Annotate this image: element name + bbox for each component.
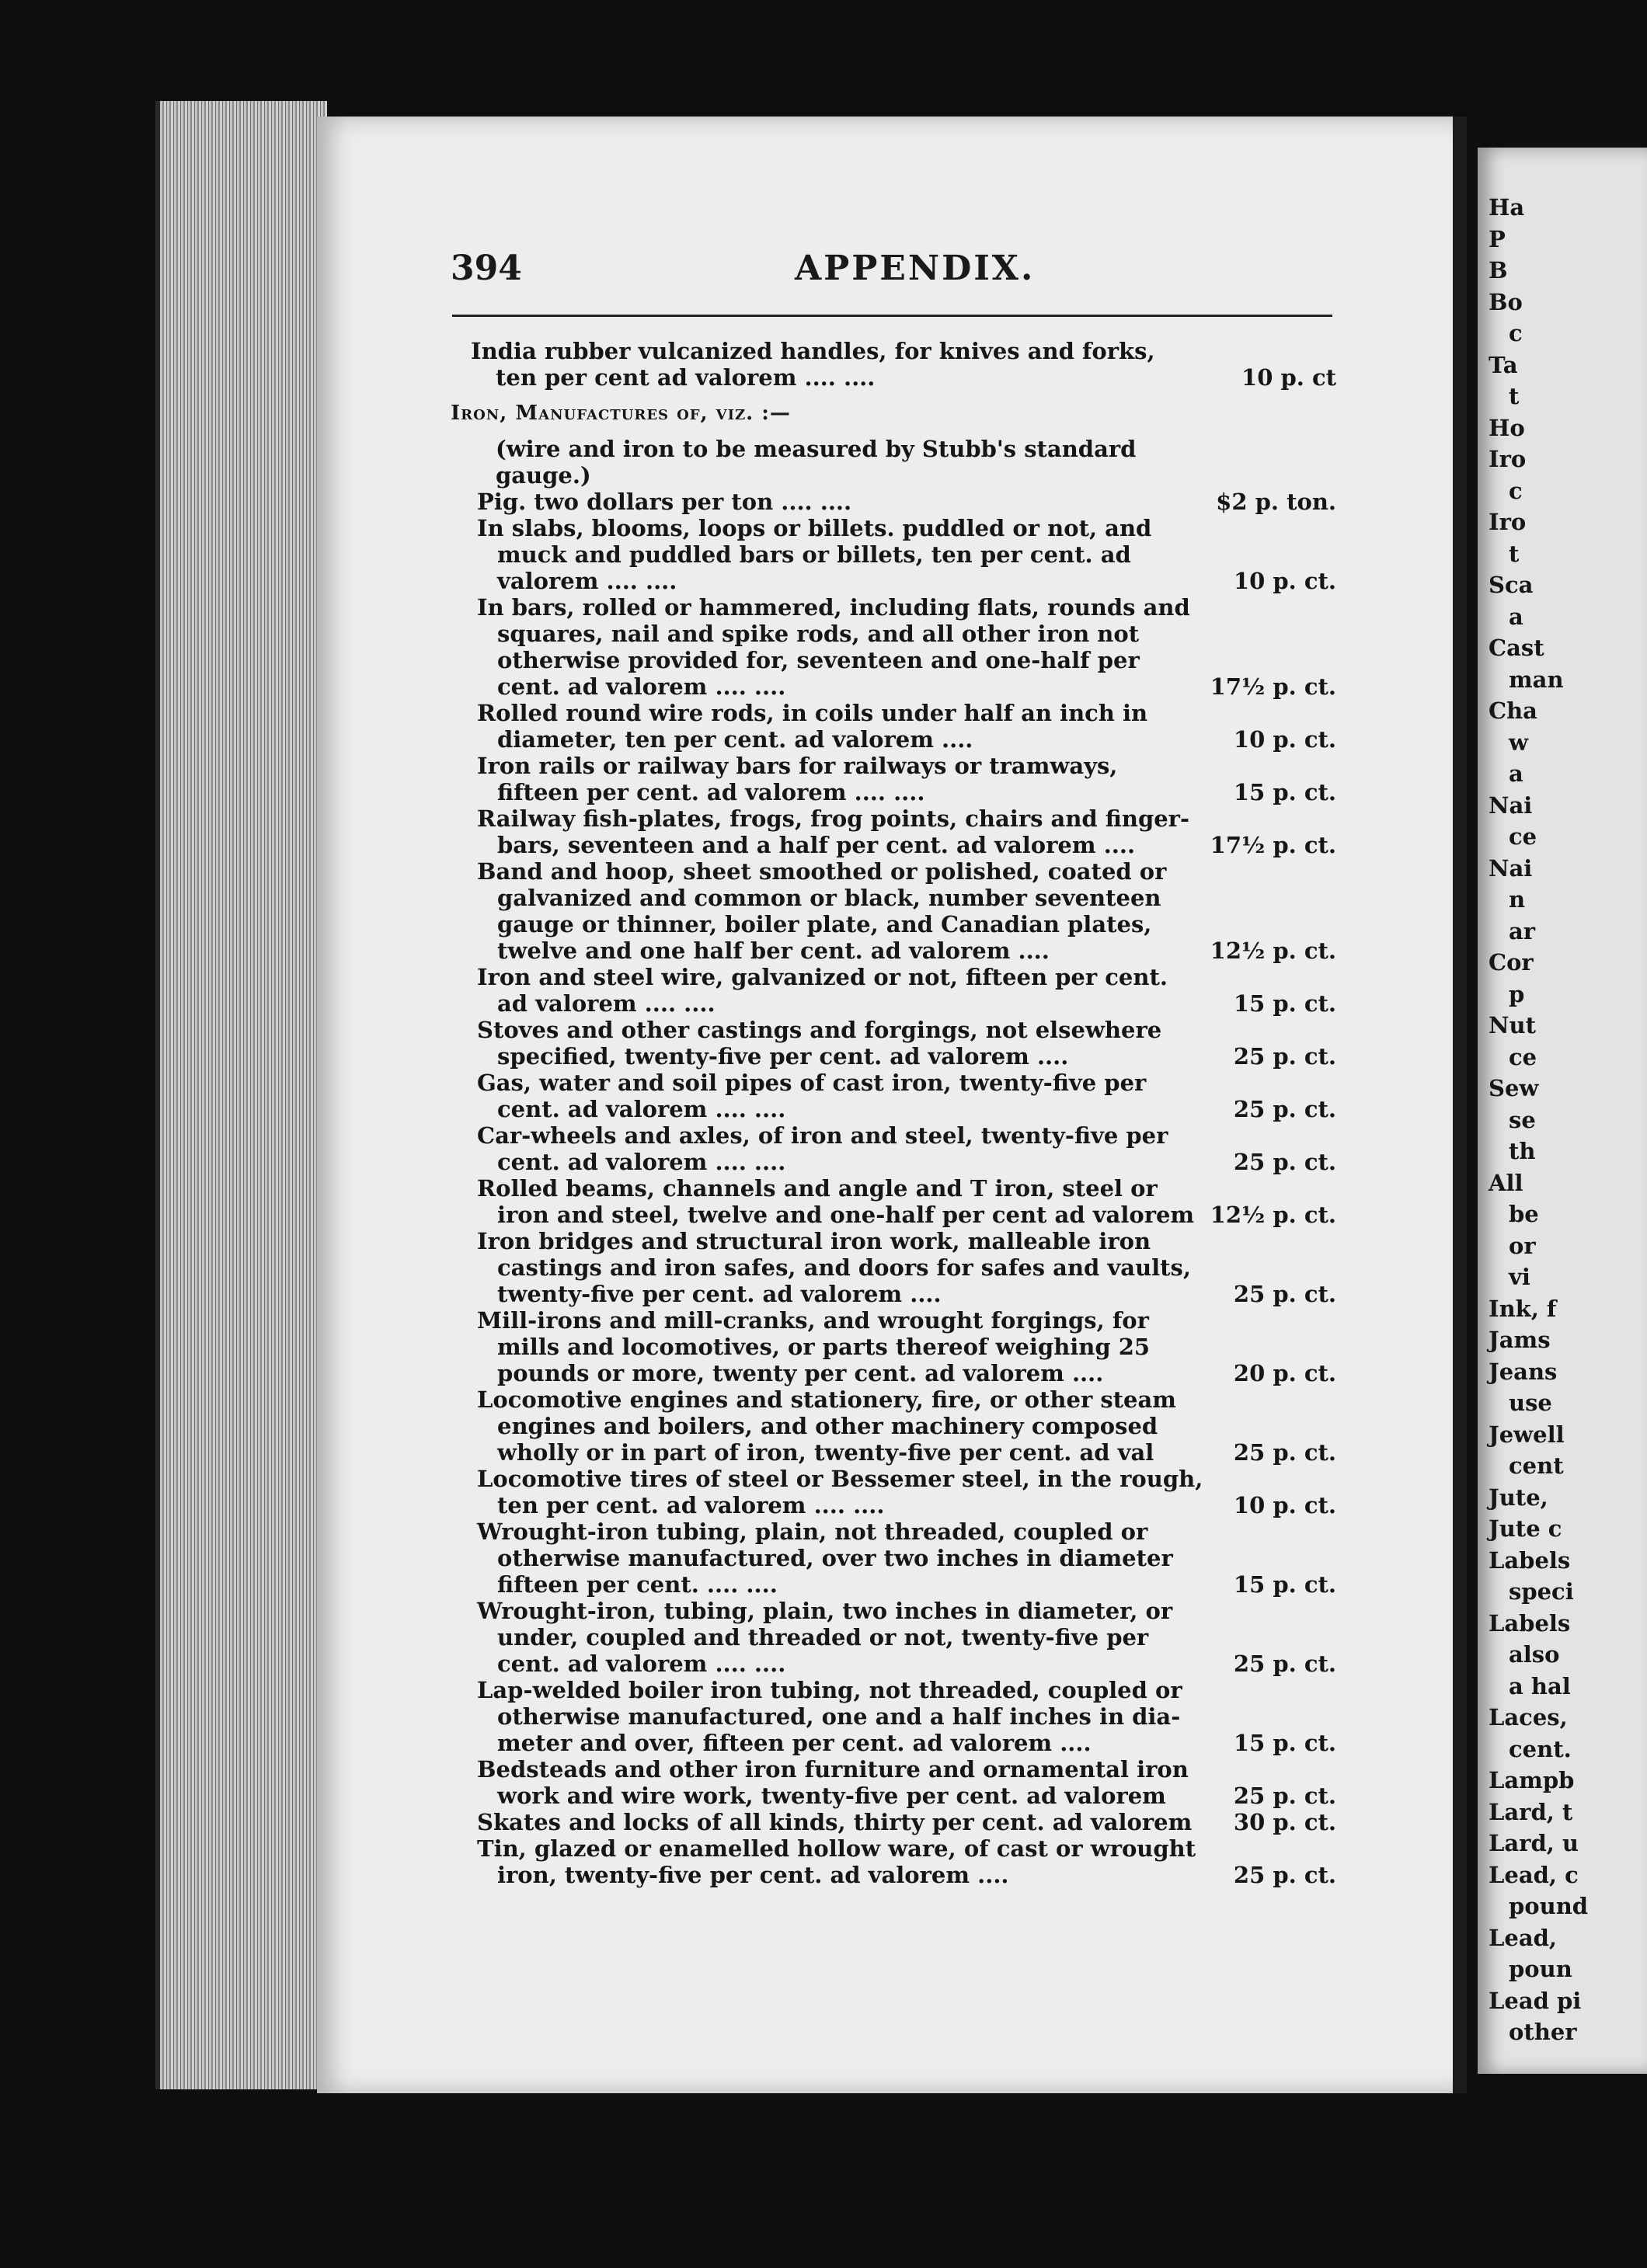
entry-line: Bedsteads and other iron furniture and ornamental iron bbox=[477, 1756, 1189, 1783]
entry-line: work and wire work, twenty-five per cent. ad valorem bbox=[497, 1783, 1166, 1809]
tariff-entry bbox=[451, 805, 1336, 858]
tariff-entry bbox=[451, 1835, 1336, 1888]
facing-page-line: Ho bbox=[1489, 414, 1525, 441]
facing-page-line: or bbox=[1509, 1232, 1536, 1259]
facing-page-fragment bbox=[1478, 148, 1647, 2074]
facing-page-line: Sew bbox=[1489, 1075, 1539, 1101]
entry-line: Rolled round wire rods, in coils under half an inch in bbox=[477, 700, 1148, 726]
facing-page-line: man bbox=[1509, 666, 1564, 693]
facing-page-line: P bbox=[1489, 225, 1506, 252]
iron-entries bbox=[451, 489, 1336, 1888]
facing-page-line: Jeans bbox=[1489, 1358, 1558, 1385]
entry-line: diameter, ten per cent. ad valorem .... bbox=[497, 726, 973, 753]
facing-page-line: Nai bbox=[1489, 854, 1533, 882]
duty-rate: 17½ p. ct. bbox=[1210, 673, 1336, 700]
entry-line: wholly or in part of iron, twenty-five per cent. ad val bbox=[497, 1439, 1154, 1466]
tariff-list bbox=[451, 338, 1336, 1888]
facing-page-line: also bbox=[1509, 1641, 1560, 1668]
tariff-entry bbox=[451, 753, 1336, 805]
tariff-entry bbox=[451, 700, 1336, 753]
entry-line: In bars, rolled or hammered, including flats, rounds and bbox=[477, 594, 1190, 621]
duty-rate: $2 p. ton. bbox=[1216, 489, 1336, 515]
facing-page-line: Jute, bbox=[1489, 1484, 1548, 1511]
duty-rate: 25 p. ct. bbox=[1233, 1149, 1336, 1175]
facing-page-line: Iro bbox=[1489, 446, 1527, 472]
facing-page-line: be bbox=[1509, 1201, 1539, 1227]
tariff-entry bbox=[451, 338, 1336, 391]
tariff-entry bbox=[451, 594, 1336, 700]
facing-page-line: Nut bbox=[1489, 1012, 1536, 1038]
book-page-stack bbox=[155, 101, 327, 2089]
facing-page-line: speci bbox=[1509, 1578, 1574, 1605]
entry-line: Wrought-iron tubing, plain, not threaded, coupled or bbox=[477, 1518, 1148, 1545]
duty-rate: 25 p. ct. bbox=[1233, 1043, 1336, 1070]
entry-line: Iron bridges and structural iron work, malleable iron bbox=[477, 1228, 1151, 1254]
tariff-entry bbox=[451, 858, 1336, 964]
entry-line: Mill-irons and mill-cranks, and wrought forgings, for bbox=[477, 1307, 1149, 1334]
facing-page-line: Nai bbox=[1489, 791, 1533, 819]
entry-line: otherwise provided for, seventeen and one-half per bbox=[497, 647, 1140, 673]
facing-page-line: a bbox=[1509, 760, 1523, 787]
tariff-entry bbox=[451, 1518, 1336, 1598]
entry-line: cent. ad valorem .... .... bbox=[497, 1096, 786, 1122]
facing-page-line: Sca bbox=[1489, 572, 1534, 598]
facing-page-line: vi bbox=[1509, 1264, 1530, 1290]
facing-page-line: Cast bbox=[1489, 635, 1544, 661]
tariff-entry bbox=[451, 1122, 1336, 1175]
facing-page-line: se bbox=[1509, 1106, 1536, 1133]
page-number: 394 bbox=[451, 249, 522, 288]
duty-rate: 10 p. ct. bbox=[1233, 726, 1336, 753]
duty-rate: 25 p. ct. bbox=[1233, 1651, 1336, 1677]
facing-page-line: other bbox=[1509, 2019, 1577, 2045]
entry-line: mills and locomotives, or parts thereof weighing 25 bbox=[497, 1334, 1151, 1360]
facing-page-line: t bbox=[1509, 383, 1520, 409]
duty-rate: 20 p. ct. bbox=[1233, 1360, 1336, 1386]
facing-page-line: cent. bbox=[1509, 1735, 1572, 1762]
entry-line: iron and steel, twelve and one-half per cent ad valorem bbox=[497, 1202, 1195, 1228]
duty-rate: 12½ p. ct. bbox=[1210, 1202, 1336, 1228]
page-header bbox=[451, 249, 1336, 303]
entry-line: galvanized and common or black, number seventeen bbox=[497, 885, 1161, 911]
entry-line: ad valorem .... .... bbox=[497, 990, 716, 1017]
entry-line: squares, nail and spike rods, and all other iron not bbox=[497, 621, 1140, 647]
tariff-entry bbox=[451, 515, 1336, 594]
entry-line: Gas, water and soil pipes of cast iron, twenty-five per bbox=[477, 1070, 1147, 1096]
entry-line: Tin, glazed or enamelled hollow ware, of cast or wrought bbox=[477, 1835, 1196, 1862]
facing-page-line: Ink, f bbox=[1489, 1295, 1557, 1322]
facing-page-line: ce bbox=[1509, 823, 1537, 850]
duty-rate: 25 p. ct. bbox=[1233, 1096, 1336, 1122]
entry-line: ten per cent. ad valorem .... .... bbox=[497, 1492, 885, 1518]
entry-line: fifteen per cent. .... .... bbox=[497, 1571, 778, 1598]
entry-line: meter and over, fifteen per cent. ad valorem .... bbox=[497, 1730, 1092, 1756]
entry-line: otherwise manufactured, one and a half inches in dia- bbox=[497, 1703, 1181, 1730]
tariff-entry bbox=[451, 1598, 1336, 1677]
entry-line: Wrought-iron, tubing, plain, two inches in diameter, or bbox=[477, 1598, 1173, 1624]
note-line: gauge.) bbox=[496, 462, 591, 489]
facing-page-line: c bbox=[1509, 320, 1523, 346]
entry-line: under, coupled and threaded or not, twenty-five per bbox=[497, 1624, 1149, 1651]
facing-page-line: Labels bbox=[1489, 1609, 1571, 1637]
facing-page-line: use bbox=[1509, 1390, 1552, 1416]
entry-line: twelve and one half ber cent. ad valorem .... bbox=[497, 937, 1050, 964]
duty-rate: 15 p. ct. bbox=[1233, 1571, 1336, 1598]
entry-line: Band and hoop, sheet smoothed or polished, coated or bbox=[477, 858, 1167, 885]
entry-line: specified, twenty-five per cent. ad valorem .... bbox=[497, 1043, 1069, 1070]
entry-line: Iron rails or railway bars for railways or tramways, bbox=[477, 753, 1118, 779]
facing-page-line: Lead, c bbox=[1489, 1861, 1579, 1888]
tariff-entry bbox=[451, 1307, 1336, 1386]
entry-line: Locomotive engines and stationery, fire, or other steam bbox=[477, 1386, 1176, 1413]
duty-rate: 25 p. ct. bbox=[1233, 1783, 1336, 1809]
facing-page-line: Ha bbox=[1489, 194, 1525, 221]
section-heading: Iron, Manufactures of, viz. :— bbox=[451, 402, 791, 425]
facing-page-line: a hal bbox=[1509, 1672, 1571, 1699]
tariff-entry bbox=[451, 964, 1336, 1017]
entry-line: In slabs, blooms, loops or billets. puddled or not, and bbox=[477, 515, 1152, 541]
tariff-entry bbox=[451, 1017, 1336, 1070]
facing-page-line: B bbox=[1489, 257, 1508, 284]
duty-rate: 25 p. ct. bbox=[1233, 1439, 1336, 1466]
facing-page-line: a bbox=[1509, 603, 1523, 630]
tariff-entry bbox=[451, 1070, 1336, 1122]
page-gutter bbox=[1453, 117, 1467, 2093]
entry-line: India rubber vulcanized handles, for knives and forks, bbox=[471, 338, 1155, 364]
facing-page-line: Cor bbox=[1489, 949, 1534, 976]
gauge-note bbox=[451, 436, 1336, 489]
entry-line: ten per cent ad valorem .... .... bbox=[496, 364, 876, 391]
facing-page-line: Laces, bbox=[1489, 1704, 1568, 1731]
duty-rate: 25 p. ct. bbox=[1233, 1862, 1336, 1888]
entry-line: Locomotive tires of steel or Bessemer steel, in the rough, bbox=[477, 1466, 1203, 1492]
entry-line: Pig. two dollars per ton .... .... bbox=[477, 489, 852, 515]
entry-line: cent. ad valorem .... .... bbox=[497, 673, 786, 700]
entry-line: valorem .... .... bbox=[497, 568, 677, 594]
tariff-entry bbox=[451, 1175, 1336, 1228]
facing-page-line: ar bbox=[1509, 917, 1536, 944]
entry-line: cent. ad valorem .... .... bbox=[497, 1149, 786, 1175]
facing-page-line: Iro bbox=[1489, 509, 1527, 535]
duty-rate: 15 p. ct. bbox=[1233, 990, 1336, 1017]
duty-rate: 10 p. ct. bbox=[1233, 1492, 1336, 1518]
entry-line: castings and iron safes, and doors for safes and vaults, bbox=[497, 1254, 1191, 1281]
duty-rate: 25 p. ct. bbox=[1233, 1281, 1336, 1307]
entry-line: otherwise manufactured, over two inches in diameter bbox=[497, 1545, 1173, 1571]
facing-page-line: Cha bbox=[1489, 697, 1537, 724]
duty-rate: 10 p. ct. bbox=[1233, 568, 1336, 594]
facing-page-line: Lead pi bbox=[1489, 1987, 1582, 2014]
entry-line: Railway fish-plates, frogs, frog points, chairs and finger- bbox=[477, 805, 1189, 832]
facing-page-line: t bbox=[1509, 540, 1520, 567]
entry-line: fifteen per cent. ad valorem .... .... bbox=[497, 779, 925, 805]
tariff-entry bbox=[451, 1466, 1336, 1518]
tariff-entry bbox=[451, 1756, 1336, 1809]
facing-page-line: n bbox=[1509, 886, 1526, 913]
facing-page-line: pound bbox=[1509, 1893, 1589, 1919]
entry-line: Stoves and other castings and forgings, not elsewhere bbox=[477, 1017, 1162, 1043]
tariff-entry bbox=[451, 1386, 1336, 1466]
facing-page-line: c bbox=[1509, 477, 1523, 504]
entry-line: cent. ad valorem .... .... bbox=[497, 1651, 786, 1677]
facing-page-line: Lard, u bbox=[1489, 1830, 1579, 1856]
facing-page-line: ce bbox=[1509, 1043, 1537, 1070]
entry-line: bars, seventeen and a half per cent. ad valorem .... bbox=[497, 832, 1136, 858]
duty-rate: 12½ p. ct. bbox=[1210, 937, 1336, 964]
facing-page-line: poun bbox=[1509, 1956, 1572, 1982]
entry-line: engines and boilers, and other machinery composed bbox=[497, 1413, 1158, 1439]
entry-line: Iron and steel wire, galvanized or not, fifteen per cent. bbox=[477, 964, 1168, 990]
duty-rate: 15 p. ct. bbox=[1233, 779, 1336, 805]
facing-page-line: p bbox=[1509, 980, 1525, 1007]
facing-page-line: Lard, t bbox=[1489, 1798, 1573, 1825]
facing-page-line: Lead, bbox=[1489, 1924, 1558, 1951]
header-rule bbox=[452, 315, 1332, 317]
entry-line: twenty-five per cent. ad valorem .... bbox=[497, 1281, 942, 1307]
entry-line: Skates and locks of all kinds, thirty per cent. ad valorem bbox=[477, 1809, 1193, 1835]
tariff-entry bbox=[451, 1809, 1336, 1835]
facing-page-line: th bbox=[1509, 1138, 1536, 1164]
facing-page-line: w bbox=[1509, 729, 1528, 756]
tariff-entry bbox=[451, 489, 1336, 515]
entry-line: pounds or more, twenty per cent. ad valorem .... bbox=[497, 1360, 1104, 1386]
entry-line: Rolled beams, channels and angle and T iron, steel or bbox=[477, 1175, 1158, 1202]
entry-line: gauge or thinner, boiler plate, and Canadian plates, bbox=[497, 911, 1152, 937]
facing-page-line: Jute c bbox=[1489, 1515, 1562, 1542]
entry-line: Car-wheels and axles, of iron and steel, twenty-five per bbox=[477, 1122, 1168, 1149]
running-head: APPENDIX. bbox=[795, 249, 1036, 288]
facing-page-line: Jewell bbox=[1489, 1421, 1565, 1448]
duty-rate: 17½ p. ct. bbox=[1210, 832, 1336, 858]
facing-page-line: All bbox=[1489, 1169, 1523, 1196]
duty-rate: 15 p. ct. bbox=[1233, 1730, 1336, 1756]
duty-rate: 10 p. ct bbox=[1241, 364, 1336, 391]
entry-line: iron, twenty-five per cent. ad valorem .... bbox=[497, 1862, 1009, 1888]
entry-line: Lap-welded boiler iron tubing, not threaded, coupled or bbox=[477, 1677, 1182, 1703]
facing-page-line: cent bbox=[1509, 1452, 1564, 1479]
entry-line: muck and puddled bars or billets, ten per cent. ad bbox=[497, 541, 1131, 568]
facing-page-line: Lampb bbox=[1489, 1767, 1575, 1793]
tariff-entry bbox=[451, 1677, 1336, 1756]
facing-page-line: Ta bbox=[1489, 351, 1518, 378]
facing-page-line: Jams bbox=[1489, 1327, 1551, 1353]
note-line: (wire and iron to be measured by Stubb's standard bbox=[496, 436, 1137, 462]
duty-rate: 30 p. ct. bbox=[1233, 1809, 1336, 1835]
top-entries bbox=[451, 338, 1336, 391]
facing-page-line: Labels bbox=[1489, 1546, 1571, 1574]
tariff-entry bbox=[451, 1228, 1336, 1307]
facing-page-line: Bo bbox=[1489, 288, 1523, 315]
